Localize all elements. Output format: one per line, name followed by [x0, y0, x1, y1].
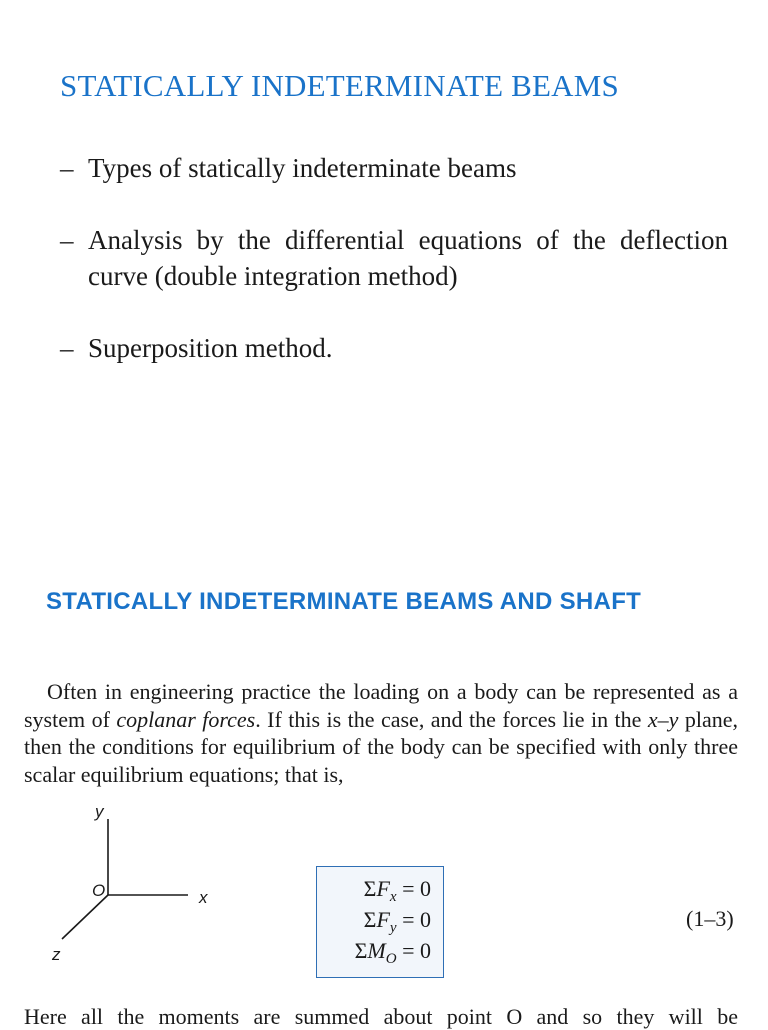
paragraph-text: Often in engineering practice the loading on a body can be represented as a system of: [24, 679, 738, 732]
sigma-symbol: Σ: [363, 907, 377, 932]
equation-sum-fx: [364, 876, 431, 906]
origin-label: O: [92, 881, 106, 900]
bullet-item: [60, 222, 728, 294]
equation-number: (1–3): [686, 906, 734, 931]
equation-subscript: y: [389, 920, 397, 936]
y-axis-label: y: [95, 802, 104, 821]
paragraph-text: . If this is the case, and the forces lie in the: [255, 706, 648, 732]
bullet-text: Superposition method.: [88, 333, 333, 363]
equation-sum-fy: [364, 907, 431, 937]
body-paragraph: [24, 678, 738, 788]
x-axis-label: x: [199, 888, 208, 907]
bullet-item: [60, 150, 728, 186]
equation-sum-mo: [355, 938, 431, 968]
paragraph-italic: x–y: [647, 706, 679, 732]
equation-rhs: = 0: [402, 907, 431, 932]
bullet-text: Types of statically indeterminate beams: [88, 153, 517, 183]
bullet-dash: –: [60, 333, 74, 363]
equations-box: [316, 866, 444, 978]
equation-rhs: = 0: [402, 876, 431, 901]
sigma-symbol: Σ: [363, 876, 377, 901]
bullet-text: Analysis by the differential equations of the deflection curve (double integration method): [88, 225, 728, 291]
z-axis-line: [62, 895, 108, 939]
section-heading: STATICALLY INDETERMINATE BEAMS AND SHAFT: [46, 588, 642, 615]
paragraph-text: plane, then the conditions for equilibrium of the body can be specified with only three scalar equilibrium equations; that is,: [24, 706, 738, 787]
sigma-symbol: Σ: [354, 938, 368, 963]
paragraph-italic: coplanar forces: [116, 706, 256, 732]
equation-variable: M: [367, 938, 386, 963]
equation-variable: F: [376, 907, 390, 932]
page-title: STATICALLY INDETERMINATE BEAMS: [60, 68, 619, 103]
bullet-item: [60, 330, 728, 366]
bullet-dash: –: [60, 153, 74, 183]
coordinate-axes-diagram: [40, 795, 220, 970]
equation-rhs: = 0: [402, 938, 431, 963]
equation-subscript: O: [385, 951, 397, 967]
bullet-dash: –: [60, 225, 74, 255]
body-paragraph-continued: Here all the moments are summed about point O and so they will be: [24, 1004, 738, 1029]
equation-variable: F: [376, 876, 390, 901]
equation-subscript: x: [389, 889, 397, 905]
z-axis-label: z: [52, 945, 61, 964]
